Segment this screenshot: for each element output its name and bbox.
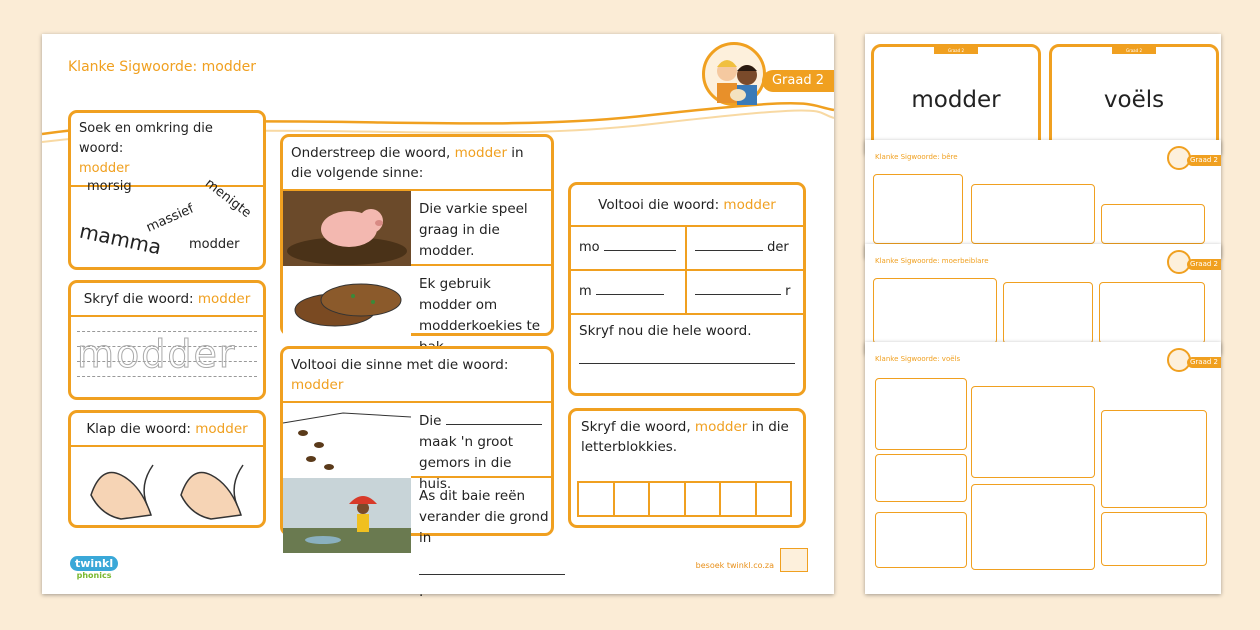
write-whole-word-line[interactable]	[579, 363, 795, 364]
underline-heading: Onderstreep die woord, modder in die volgende sinne:	[283, 137, 551, 191]
word-cell-1[interactable]: mo	[571, 227, 687, 271]
pig-in-mud-image	[283, 191, 411, 264]
preview-box	[873, 174, 963, 244]
find-word-5[interactable]: modder	[189, 237, 240, 252]
tracing-lines[interactable]	[77, 329, 257, 387]
preview-title: Klanke Sigwoorde: bêre	[875, 153, 958, 161]
fill-sentence-2[interactable]: As dit baie reën verander die grond in .	[411, 478, 573, 553]
flashcard: Graad 2 voëls	[1049, 44, 1219, 150]
letter-block[interactable]	[577, 481, 615, 517]
complete-sentences-box	[280, 346, 554, 600]
complete-sentences-heading: Voltooi die sinne met die woord: modder	[283, 349, 551, 403]
clapping-hands-icon	[81, 455, 257, 521]
twinkl-logo: twinkl phonics	[70, 556, 118, 580]
sentence-row	[283, 266, 551, 341]
preview-title: Klanke Sigwoorde: voëls	[875, 355, 961, 363]
find-word-4[interactable]: mamma	[77, 218, 164, 260]
preview-box	[971, 184, 1095, 244]
sheet-preview-moerbeiblare[interactable]	[865, 244, 1221, 354]
sentence-row	[283, 478, 551, 600]
fill-sentence-1[interactable]: Die maak 'n groot gemors in die huis.	[411, 403, 551, 476]
letter-blocks-heading: Skryf die woord, modder in die letterblokkies.	[581, 419, 789, 455]
word-cell-2[interactable]: der	[687, 227, 803, 271]
preview-box	[873, 278, 997, 344]
preview-grade: Graad 2	[1187, 357, 1221, 368]
find-circle-box	[68, 110, 266, 270]
sheet-preview-bere[interactable]	[865, 140, 1221, 258]
letter-block[interactable]	[755, 481, 793, 517]
preview-box	[971, 484, 1095, 570]
children-badge-icon	[702, 42, 766, 106]
clap-word-heading: Klap die woord: modder	[71, 413, 263, 447]
trace-word: modder	[77, 332, 237, 376]
preview-grade: Graad 2	[1187, 259, 1221, 270]
preview-box	[1101, 410, 1207, 508]
complete-word-box	[568, 182, 806, 396]
letter-block[interactable]	[684, 481, 722, 517]
preview-box	[875, 378, 967, 450]
worksheet-title: Klanke Sigwoorde: modder	[68, 59, 256, 75]
write-whole-word-prompt: Skryf nou die hele woord.	[579, 323, 752, 339]
flashcard-word: modder	[911, 87, 1001, 113]
word-cell-3[interactable]: m	[571, 271, 687, 315]
sentence-row	[283, 403, 551, 492]
letter-block[interactable]	[648, 481, 686, 517]
sentence-2[interactable]: Ek gebruik modder om modderkoekies te	[419, 276, 541, 334]
preview-box	[1099, 282, 1205, 344]
find-word-2[interactable]: massief	[144, 201, 197, 236]
muddy-footprints-image	[283, 403, 411, 476]
rainy-day-image	[283, 478, 411, 553]
preview-box	[1101, 512, 1207, 566]
write-word-heading: Skryf die woord: modder	[71, 283, 263, 317]
grade-label: Graad 2	[762, 70, 834, 92]
preview-box	[1003, 282, 1093, 344]
preview-title: Klanke Sigwoorde: moerbeiblare	[875, 257, 989, 265]
flashcard-word: voëls	[1103, 87, 1165, 113]
letter-block[interactable]	[719, 481, 757, 517]
letter-block[interactable]	[613, 481, 651, 517]
find-circle-heading: Soek en omkring die woord: modder	[71, 113, 263, 187]
footer-url[interactable]: besoek twinkl.co.za	[695, 561, 774, 570]
word-cells	[571, 227, 803, 315]
underline-box	[280, 134, 554, 336]
letter-blocks	[577, 481, 797, 517]
find-word-3[interactable]: menigte	[202, 176, 254, 221]
worksheet-page	[42, 34, 834, 600]
preview-box	[1101, 204, 1205, 244]
write-word-box	[68, 280, 266, 400]
find-word-1[interactable]: morsig	[87, 179, 132, 194]
flashcards-preview[interactable]	[865, 34, 1221, 154]
sheet-preview-voels[interactable]	[865, 342, 1221, 594]
preview-box	[875, 454, 967, 502]
flashcard: Graad 2 modder	[871, 44, 1041, 150]
preview-grade: Graad 2	[1187, 155, 1221, 166]
mud-cookies-image	[283, 266, 411, 341]
complete-word-heading: Voltooi die woord: modder	[571, 185, 803, 227]
letter-blocks-box	[568, 408, 806, 528]
word-cell-4[interactable]: r	[687, 271, 803, 315]
sentence-row	[283, 191, 551, 266]
preview-box	[875, 512, 967, 568]
clap-word-box	[68, 410, 266, 528]
sentence-1[interactable]: Die varkie speel graag in die modder.	[419, 201, 528, 259]
quality-badge-icon	[780, 548, 808, 572]
preview-box	[971, 386, 1095, 478]
